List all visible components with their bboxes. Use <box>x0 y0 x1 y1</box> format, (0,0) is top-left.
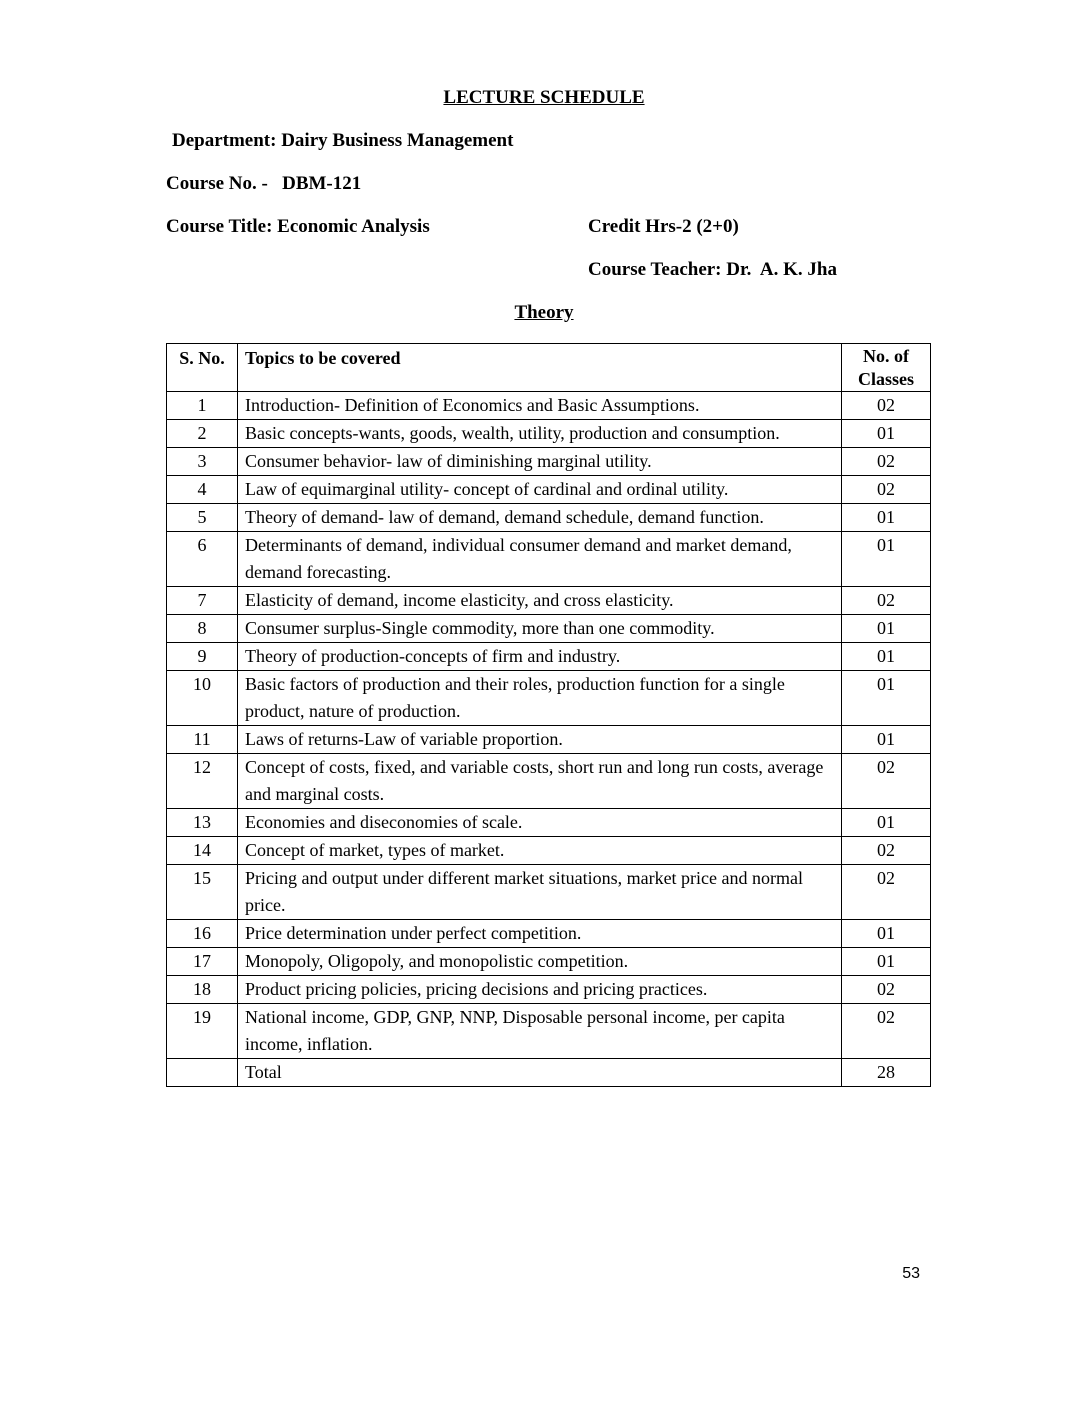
sno-cell: 19 <box>167 1004 238 1059</box>
topic-cell: Concept of market, types of market. <box>238 837 842 865</box>
course-number-line: Course No. - DBM-121 <box>166 173 362 194</box>
total-label-cell: Total <box>238 1059 842 1087</box>
sno-cell: 7 <box>167 587 238 615</box>
topic-cell: Product pricing policies, pricing decisions and pricing practices. <box>238 976 842 1004</box>
lecture-schedule-table <box>166 343 931 1087</box>
header-sno: S. No. <box>167 344 238 392</box>
classes-cell: 02 <box>842 476 931 504</box>
classes-cell: 02 <box>842 837 931 865</box>
total-classes-cell: 28 <box>842 1059 931 1087</box>
topic-cell: Introduction- Definition of Economics and Basic Assumptions. <box>238 392 842 420</box>
classes-cell: 01 <box>842 532 931 587</box>
topic-cell: Theory of production-concepts of firm and industry. <box>238 643 842 671</box>
table-row <box>167 920 931 948</box>
topic-cell: Basic concepts-wants, goods, wealth, utility, production and consumption. <box>238 420 842 448</box>
classes-cell: 02 <box>842 1004 931 1059</box>
sno-cell: 11 <box>167 726 238 754</box>
section-heading: Theory <box>514 302 574 323</box>
table-row <box>167 448 931 476</box>
table-row <box>167 1004 931 1059</box>
table-row <box>167 643 931 671</box>
topic-cell: Consumer surplus-Single commodity, more than one commodity. <box>238 615 842 643</box>
topic-cell: Law of equimarginal utility- concept of cardinal and ordinal utility. <box>238 476 842 504</box>
sno-cell: 1 <box>167 392 238 420</box>
credit-hours-line: Credit Hrs-2 (2+0) <box>588 216 739 237</box>
course-teacher-line: Course Teacher: Dr. A. K. Jha <box>588 259 837 280</box>
classes-cell: 01 <box>842 643 931 671</box>
sno-cell: 5 <box>167 504 238 532</box>
table-header-row <box>167 344 931 392</box>
classes-cell: 01 <box>842 671 931 726</box>
header-topics: Topics to be covered <box>238 344 842 392</box>
classes-cell: 02 <box>842 754 931 809</box>
sno-cell: 18 <box>167 976 238 1004</box>
table-row <box>167 754 931 809</box>
table-row <box>167 504 931 532</box>
classes-cell: 02 <box>842 587 931 615</box>
table-row <box>167 532 931 587</box>
topic-cell: Consumer behavior- law of diminishing marginal utility. <box>238 448 842 476</box>
classes-cell: 01 <box>842 726 931 754</box>
table-row <box>167 615 931 643</box>
sno-cell: 6 <box>167 532 238 587</box>
topic-cell: Monopoly, Oligopoly, and monopolistic competition. <box>238 948 842 976</box>
table-row <box>167 476 931 504</box>
table-row <box>167 948 931 976</box>
sno-cell: 15 <box>167 865 238 920</box>
sno-cell: 10 <box>167 671 238 726</box>
classes-cell: 02 <box>842 448 931 476</box>
table-row <box>167 587 931 615</box>
classes-cell: 02 <box>842 976 931 1004</box>
table-row <box>167 809 931 837</box>
document-title: LECTURE SCHEDULE <box>443 87 645 108</box>
classes-cell: 01 <box>842 920 931 948</box>
classes-cell: 01 <box>842 948 931 976</box>
sno-cell: 8 <box>167 615 238 643</box>
table-body <box>167 392 931 1059</box>
sno-cell: 12 <box>167 754 238 809</box>
classes-cell: 02 <box>842 865 931 920</box>
department-line: Department: Dairy Business Management <box>172 130 514 151</box>
sno-cell: 16 <box>167 920 238 948</box>
table-row <box>167 392 931 420</box>
topic-cell: Price determination under perfect competition. <box>238 920 842 948</box>
sno-cell: 13 <box>167 809 238 837</box>
table-row <box>167 420 931 448</box>
classes-cell: 02 <box>842 392 931 420</box>
table-row <box>167 671 931 726</box>
topic-cell: National income, GDP, GNP, NNP, Disposable personal income, per capita income, inflation. <box>238 1004 842 1059</box>
topic-cell: Elasticity of demand, income elasticity, and cross elasticity. <box>238 587 842 615</box>
header-classes: No. of Classes <box>842 344 931 392</box>
classes-cell: 01 <box>842 809 931 837</box>
sno-cell: 9 <box>167 643 238 671</box>
topic-cell: Basic factors of production and their roles, production function for a single product, nature of production. <box>238 671 842 726</box>
topic-cell: Concept of costs, fixed, and variable costs, short run and long run costs, average and marginal costs. <box>238 754 842 809</box>
topic-cell: Theory of demand- law of demand, demand schedule, demand function. <box>238 504 842 532</box>
classes-cell: 01 <box>842 504 931 532</box>
sno-cell: 17 <box>167 948 238 976</box>
topic-cell: Pricing and output under different market situations, market price and normal price. <box>238 865 842 920</box>
table-row <box>167 837 931 865</box>
classes-cell: 01 <box>842 615 931 643</box>
sno-cell: 4 <box>167 476 238 504</box>
sno-cell: 14 <box>167 837 238 865</box>
table-total-row <box>167 1059 931 1087</box>
table-row <box>167 726 931 754</box>
topic-cell: Economies and diseconomies of scale. <box>238 809 842 837</box>
page-number: 53 <box>902 1265 920 1282</box>
table-row <box>167 865 931 920</box>
topic-cell: Determinants of demand, individual consumer demand and market demand, demand forecasting. <box>238 532 842 587</box>
sno-cell: 2 <box>167 420 238 448</box>
sno-cell: 3 <box>167 448 238 476</box>
course-title-line: Course Title: Economic Analysis <box>166 216 430 237</box>
topic-cell: Laws of returns-Law of variable proportion. <box>238 726 842 754</box>
classes-cell: 01 <box>842 420 931 448</box>
table-row <box>167 976 931 1004</box>
total-sno-cell <box>167 1059 238 1087</box>
